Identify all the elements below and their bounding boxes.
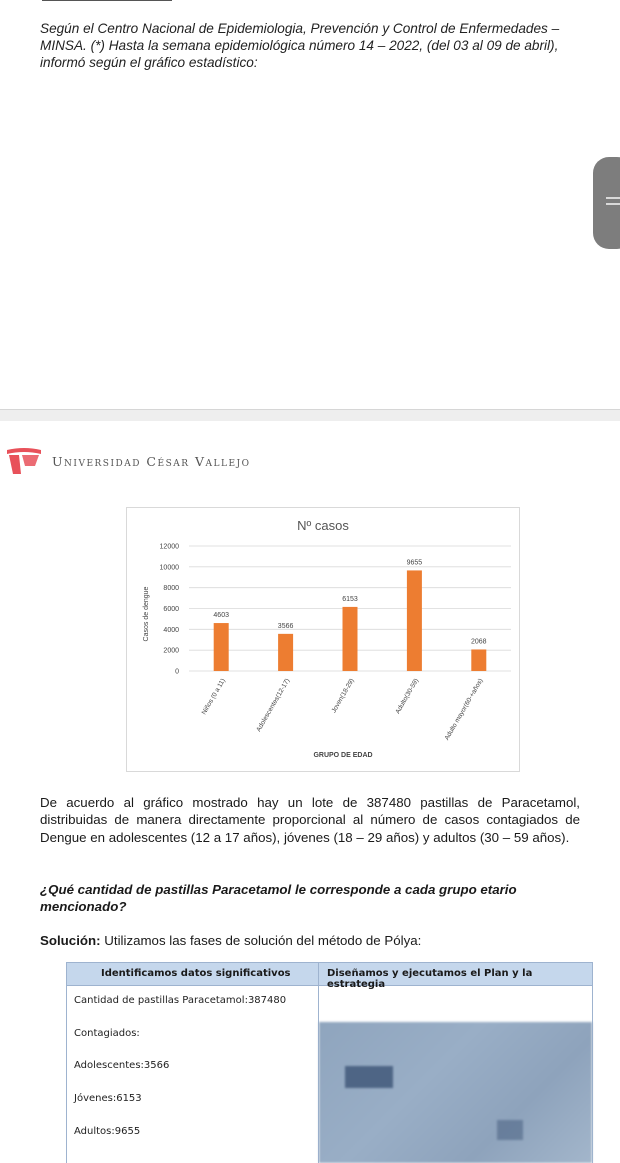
grip-line-icon [606, 197, 620, 199]
bar-chart [126, 507, 520, 772]
chart-y-tick-label: 12000 [159, 543, 179, 551]
chart-bar [407, 570, 422, 671]
chart-data-label: 4603 [213, 612, 229, 620]
side-panel-handle[interactable] [593, 157, 620, 249]
table-header-plan: Diseñamos y ejecutamos el Plan y la estrategia [327, 968, 533, 990]
blurred-block [497, 1120, 523, 1140]
chart-bar [343, 607, 358, 671]
chart-data-label: 2068 [471, 638, 487, 646]
top-rule [42, 0, 172, 1]
grip-line-icon [606, 203, 620, 205]
table-header-data: Identificamos datos significativos [101, 968, 291, 979]
question-text: ¿Qué cantidad de pastillas Paracetamol le corresponde a cada grupo etario mencionado? [40, 882, 517, 914]
intro-text: Según el Centro Nacional de Epidemiologia, Prevención y Control de Enfermedades – MINSA. (*) Hasta la semana epidemiológica número 14 – 2022, (del 03 al 09 de abril), informó según el gráfico estadístico: [40, 21, 560, 70]
solution-line [40, 933, 600, 948]
chart-data-label: 6153 [342, 595, 358, 603]
chart-title: Nº casos [297, 518, 349, 533]
table-header-row [67, 962, 592, 990]
chart-y-axis-label: Casos de dengue [143, 586, 150, 642]
page-separator [0, 409, 620, 421]
table-row: Cantidad de pastillas Paracetamol:387480 [74, 995, 287, 1006]
chart-x-axis-label: GRUPO DE EDAD [313, 752, 373, 759]
chart-category-label: Adulto mayor(60-+años) [443, 677, 485, 742]
problem-paragraph: De acuerdo al gráfico mostrado hay un lote de 387480 pastillas de Paracetamol, distribuidas de manera directamente proporcional al número de casos contagiados de Dengue en adolescentes (12 a 17 años), jóvenes (18 – 29 años) y adultos (30 – 59 años). [40, 795, 580, 845]
chart-y-tick-label: 4000 [163, 626, 179, 634]
blurred-block [345, 1066, 393, 1088]
chart-data-label: 3566 [277, 622, 294, 630]
chart-y-tick-label: 0 [175, 668, 179, 676]
table-row: Jóvenes:6153 [74, 1093, 142, 1104]
table-row: Contagiados: [74, 1028, 140, 1039]
university-logo-icon [5, 446, 43, 481]
table-row: Adolescentes:3566 [74, 1060, 170, 1071]
chart-bar [278, 634, 293, 671]
solution-text: Utilizamos las fases de solución del método de Pólya: [104, 933, 422, 948]
chart-category-label: Adolescentes(12-17) [255, 677, 292, 733]
chart-y-tick-label: 6000 [163, 606, 179, 613]
polya-table [66, 962, 593, 1163]
table-row: Adultos:9655 [74, 1126, 141, 1137]
chart-category-label: Adulto(30-59) [394, 677, 421, 716]
chart-y-tick-label: 2000 [163, 647, 179, 655]
chart-y-tick-label: 10000 [159, 564, 179, 572]
solution-label: Solución: [40, 933, 101, 948]
chart-category-label: Joven(18-29) [330, 677, 356, 715]
university-name: Universidad César Vallejo [52, 454, 251, 469]
chart-category-label: Niños (0 a 11) [200, 677, 227, 716]
chart-y-tick-label: 8000 [163, 585, 179, 593]
chart-canvas [127, 508, 521, 773]
chart-data-label: 9655 [406, 559, 423, 567]
chart-bar [214, 623, 229, 671]
blurred-solution-region [319, 1022, 592, 1163]
chart-bar [471, 649, 486, 671]
